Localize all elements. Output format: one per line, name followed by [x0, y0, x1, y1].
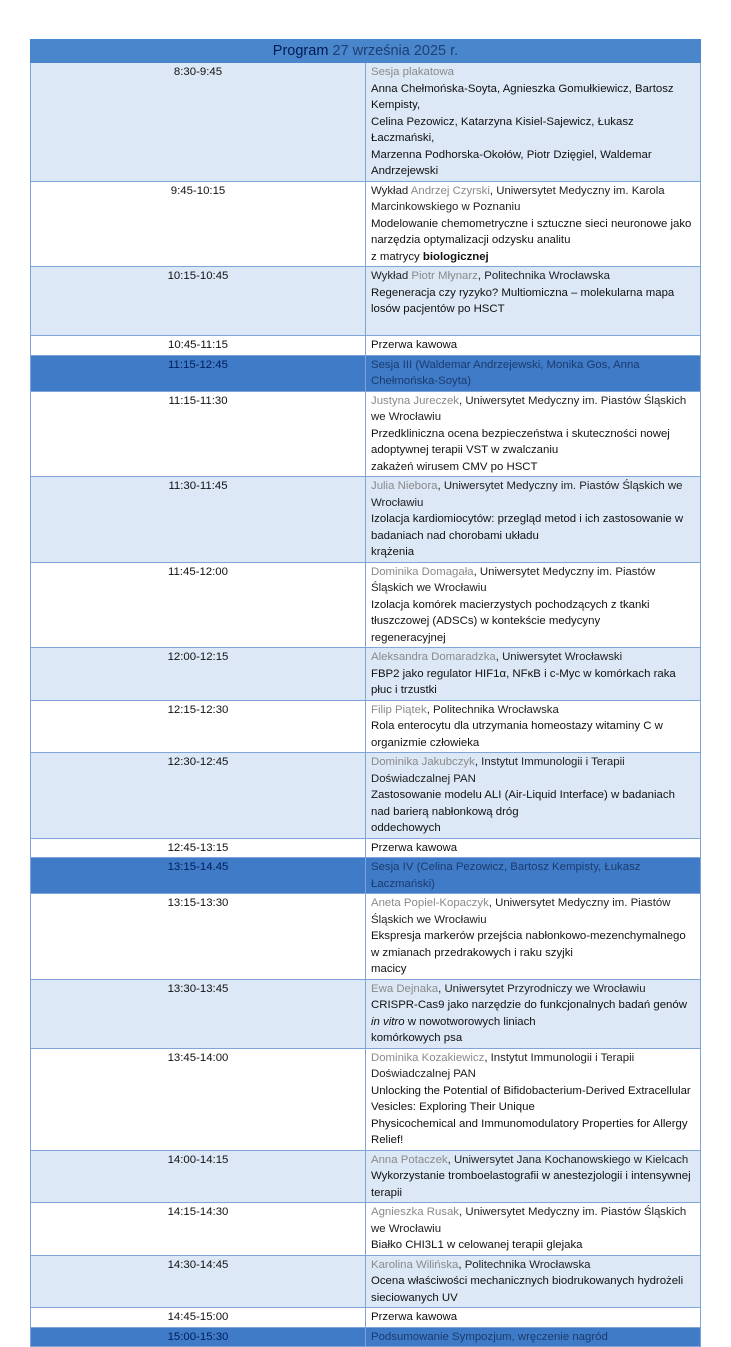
desc-cell — [366, 753, 701, 839]
time-cell: 14:15-14:30 — [31, 1203, 366, 1256]
talk-title: Modelowanie chemometryczne i sztuczne sieci neuronowe jako narzędzia optymalizacji odzysku analitu — [371, 217, 692, 246]
time-cell: 13:15-13:30 — [31, 894, 366, 980]
speaker-name: Dominika Jakubczyk — [371, 756, 475, 768]
lecture-row — [31, 267, 701, 336]
talk-title: Wykorzystanie tromboelastografii w anestezjologii i intensywnej terapii — [371, 1170, 691, 1199]
time-cell: 14:00-14:15 — [31, 1150, 366, 1203]
affiliation: , Uniwersytet Medyczny im. Piastów Śląskich we Wrocławiu — [371, 480, 683, 509]
speaker-name: Dominika Domagała — [371, 565, 474, 578]
speaker-name: Andrzej Czyrski — [410, 184, 490, 197]
speaker-name: Julia Niebora — [371, 480, 438, 492]
affiliation: , Uniwersytet Jana Kochanowskiego w Kielcach — [447, 1153, 689, 1166]
talk-title: Przedkliniczna ocena bezpieczeństwa i skuteczności nowej adoptywnej terapii VST w zwalczaniu — [371, 427, 670, 456]
speaker-name: Justyna Jureczek — [371, 394, 459, 407]
talk-title: Izolacja komórek macierzystych pochodzących z tkanki tłuszczowej (ADSCs) w kontekście medycyny — [371, 598, 650, 627]
session-row — [31, 355, 701, 391]
talk-row — [31, 1255, 701, 1308]
speaker-name: Dominika Kozakiewicz — [371, 1051, 485, 1064]
lecture-prefix: Wykład — [371, 270, 412, 282]
time-cell: 12:00-12:15 — [31, 648, 366, 701]
poster-session-row — [31, 63, 701, 182]
program-word: Program — [272, 43, 329, 59]
time-cell: 10:45-11:15 — [31, 336, 366, 356]
break-row — [31, 336, 701, 356]
time-cell: 13:30-13:45 — [31, 979, 366, 1048]
lecture-row — [31, 181, 701, 267]
time-cell: 10:15-10:45 — [31, 267, 366, 336]
speaker-name: Filip Piątek — [371, 703, 427, 716]
desc-cell — [366, 63, 701, 182]
desc-cell — [366, 181, 701, 267]
talk-title: Białko CHI3L1 w celowanej terapii glejaka — [371, 1239, 583, 1251]
desc-cell — [366, 267, 701, 336]
time-cell: 13:45-14:00 — [31, 1048, 366, 1150]
talk-row — [31, 753, 701, 839]
desc-cell — [366, 979, 701, 1048]
talk-title: regeneracyjnej — [371, 631, 446, 644]
time-cell: 12:15-12:30 — [31, 700, 366, 753]
talk-row — [31, 1150, 701, 1203]
time-cell: 11:15-11:30 — [31, 391, 366, 477]
poster-names-line: Anna Chełmońska-Soyta, Agnieszka Gomułkiewicz, Bartosz Kempisty, — [371, 82, 674, 111]
talk-title: Zastosowanie modelu ALI (Air-Liquid Interface) w badaniach nad barierą nabłonkową dróg — [371, 789, 675, 818]
program-header — [31, 40, 701, 63]
speaker-name: Agnieszka Rusak — [371, 1206, 460, 1218]
talk-title: komórkowych psa — [371, 1032, 463, 1044]
break-label: Przerwa kawowa — [366, 336, 701, 356]
affiliation: , Politechnika Wrocławska — [426, 703, 559, 716]
talk-title: CRISPR-Cas9 jako narzędzie do funkcjonalnych badań genów — [371, 999, 687, 1011]
talk-title: Ekspresja markerów przejścia nabłonkowo-mezenchymalnego w zmianach przedrakowych i raku szyjki — [371, 930, 686, 959]
speaker-name: Aleksandra Domaradzka — [371, 651, 496, 663]
talk-row — [31, 648, 701, 701]
desc-cell — [366, 648, 701, 701]
desc-cell — [366, 1150, 701, 1203]
closing-row — [31, 1327, 701, 1347]
session-title: Sesja III (Waldemar Andrzejewski, Monika Gos, Anna Chełmońska-Soyta) — [366, 355, 701, 391]
session-title: Sesja IV (Celina Pezowicz, Bartosz Kempisty, Łukasz Łaczmański) — [366, 858, 701, 894]
time-cell: 11:15-12:45 — [31, 355, 366, 391]
time-cell: 13:15-14.45 — [31, 858, 366, 894]
session-row — [31, 858, 701, 894]
poster-title: Sesja plakatowa — [371, 66, 454, 78]
affiliation: , Uniwersytet Medyczny im. Piastów Śląskich we Wrocławiu — [371, 394, 687, 423]
talk-title: macicy — [371, 963, 407, 975]
lecture-prefix: Wykład — [371, 184, 411, 197]
talk-title: oddechowych — [371, 822, 441, 834]
speaker-name: Ewa Dejnaka — [371, 982, 439, 995]
talk-title: Izolacja kardiomiocytów: przegląd metod i ich zastosowanie w badaniach nad chorobami układu — [371, 513, 684, 542]
talk-title: zakażeń wirusem CMV po HSCT — [371, 460, 538, 473]
affiliation: , Uniwersytet Medyczny im. Piastów Śląskich we Wrocławiu — [371, 897, 671, 926]
speaker-name: Aneta Popiel-Kopaczyk — [371, 897, 489, 909]
talk-title-bold: biologicznej — [422, 250, 489, 263]
affiliation: , Uniwersytet Przyrodniczy we Wrocławiu — [438, 982, 646, 995]
talk-title: z matrycy — [371, 250, 423, 263]
talk-title: FBP2 jako regulator HIF1α, NFκB i c-Myc w komórkach raka płuc i trzustki — [371, 667, 676, 696]
talk-title: w nowotworowych liniach — [404, 1015, 536, 1028]
talk-title: Regeneracja czy ryzyko? Multiomiczna – molekularna mapa losów pacjentów po HSCT — [371, 286, 675, 315]
break-row — [31, 1308, 701, 1328]
talk-row — [31, 700, 701, 753]
desc-cell — [366, 894, 701, 980]
poster-names-line: Marzenna Podhorska-Okołów, Piotr Dzięgiel, Waldemar Andrzejewski — [371, 148, 652, 177]
desc-cell — [366, 1203, 701, 1256]
talk-row — [31, 1203, 701, 1256]
talk-row — [31, 562, 701, 648]
desc-cell — [366, 700, 701, 753]
time-cell: 14:45-15:00 — [31, 1308, 366, 1328]
talk-row — [31, 477, 701, 563]
closing-title: Podsumowanie Sympozjum, wręczenie nagród — [366, 1327, 701, 1347]
affiliation: , Instytut Immunologii i Terapii Doświadczalnej PAN — [371, 1051, 635, 1080]
talk-title: Ocena właściwości mechanicznych biodrukowanych hydrożeli sieciowanych UV — [371, 1275, 684, 1304]
talk-title: Rola enterocytu dla utrzymania homeostazy witaminy C w organizmie człowieka — [371, 720, 663, 749]
talk-title-italic: in vitro — [371, 1015, 405, 1028]
time-cell: 14:30-14:45 — [31, 1255, 366, 1308]
desc-cell — [366, 562, 701, 648]
time-cell: 15:00-15:30 — [31, 1327, 366, 1347]
time-cell: 8:30-9:45 — [31, 63, 366, 182]
talk-row — [31, 979, 701, 1048]
affiliation: , Uniwersytet Medyczny im. Karola Marcinkowskiego w Poznaniu — [371, 184, 665, 213]
talk-row — [31, 894, 701, 980]
affiliation: , Instytut Immunologii i Terapii Doświadczalnej PAN — [371, 756, 625, 785]
time-cell: 11:45-12:00 — [31, 562, 366, 648]
poster-names-line: Celina Pezowicz, Katarzyna Kisiel-Sajewicz, Łukasz Łaczmański, — [371, 115, 634, 144]
break-row — [31, 838, 701, 858]
desc-cell — [366, 477, 701, 563]
time-cell: 12:30-12:45 — [31, 753, 366, 839]
talk-row — [31, 391, 701, 477]
affiliation: , Uniwersytet Medyczny im. Piastów Śląskich we Wrocławiu — [371, 565, 656, 594]
program-date: 27 września 2025 r. — [332, 43, 459, 59]
time-cell: 11:30-11:45 — [31, 477, 366, 563]
time-cell: 12:45-13:15 — [31, 838, 366, 858]
desc-cell — [366, 1255, 701, 1308]
affiliation: , Uniwersytet Medyczny im. Piastów Śląskich we Wrocławiu — [371, 1206, 687, 1235]
break-label: Przerwa kawowa — [366, 838, 701, 858]
speaker-name: Karolina Wilińska — [371, 1258, 459, 1271]
talk-title: krążenia — [371, 546, 415, 558]
affiliation: , Politechnika Wrocławska — [458, 1258, 591, 1271]
talk-title: Unlocking the Potential of Bifidobacterium-Derived Extracellular Vesicles: Exploring Their Unique — [371, 1084, 691, 1113]
speaker-name: Anna Potaczek — [371, 1153, 448, 1166]
affiliation: , Politechnika Wrocławska — [477, 270, 610, 282]
speaker-name: Piotr Młynarz — [411, 270, 478, 282]
program-table — [30, 39, 701, 1347]
talk-title: Physicochemical and Immunomodulatory Properties for Allergy Relief! — [371, 1117, 688, 1146]
desc-cell — [366, 1048, 701, 1150]
desc-cell — [366, 391, 701, 477]
affiliation: , Uniwersytet Wrocławski — [495, 651, 623, 663]
time-cell: 9:45-10:15 — [31, 181, 366, 267]
program-header-row — [31, 40, 701, 63]
break-label: Przerwa kawowa — [366, 1308, 701, 1328]
talk-row — [31, 1048, 701, 1150]
